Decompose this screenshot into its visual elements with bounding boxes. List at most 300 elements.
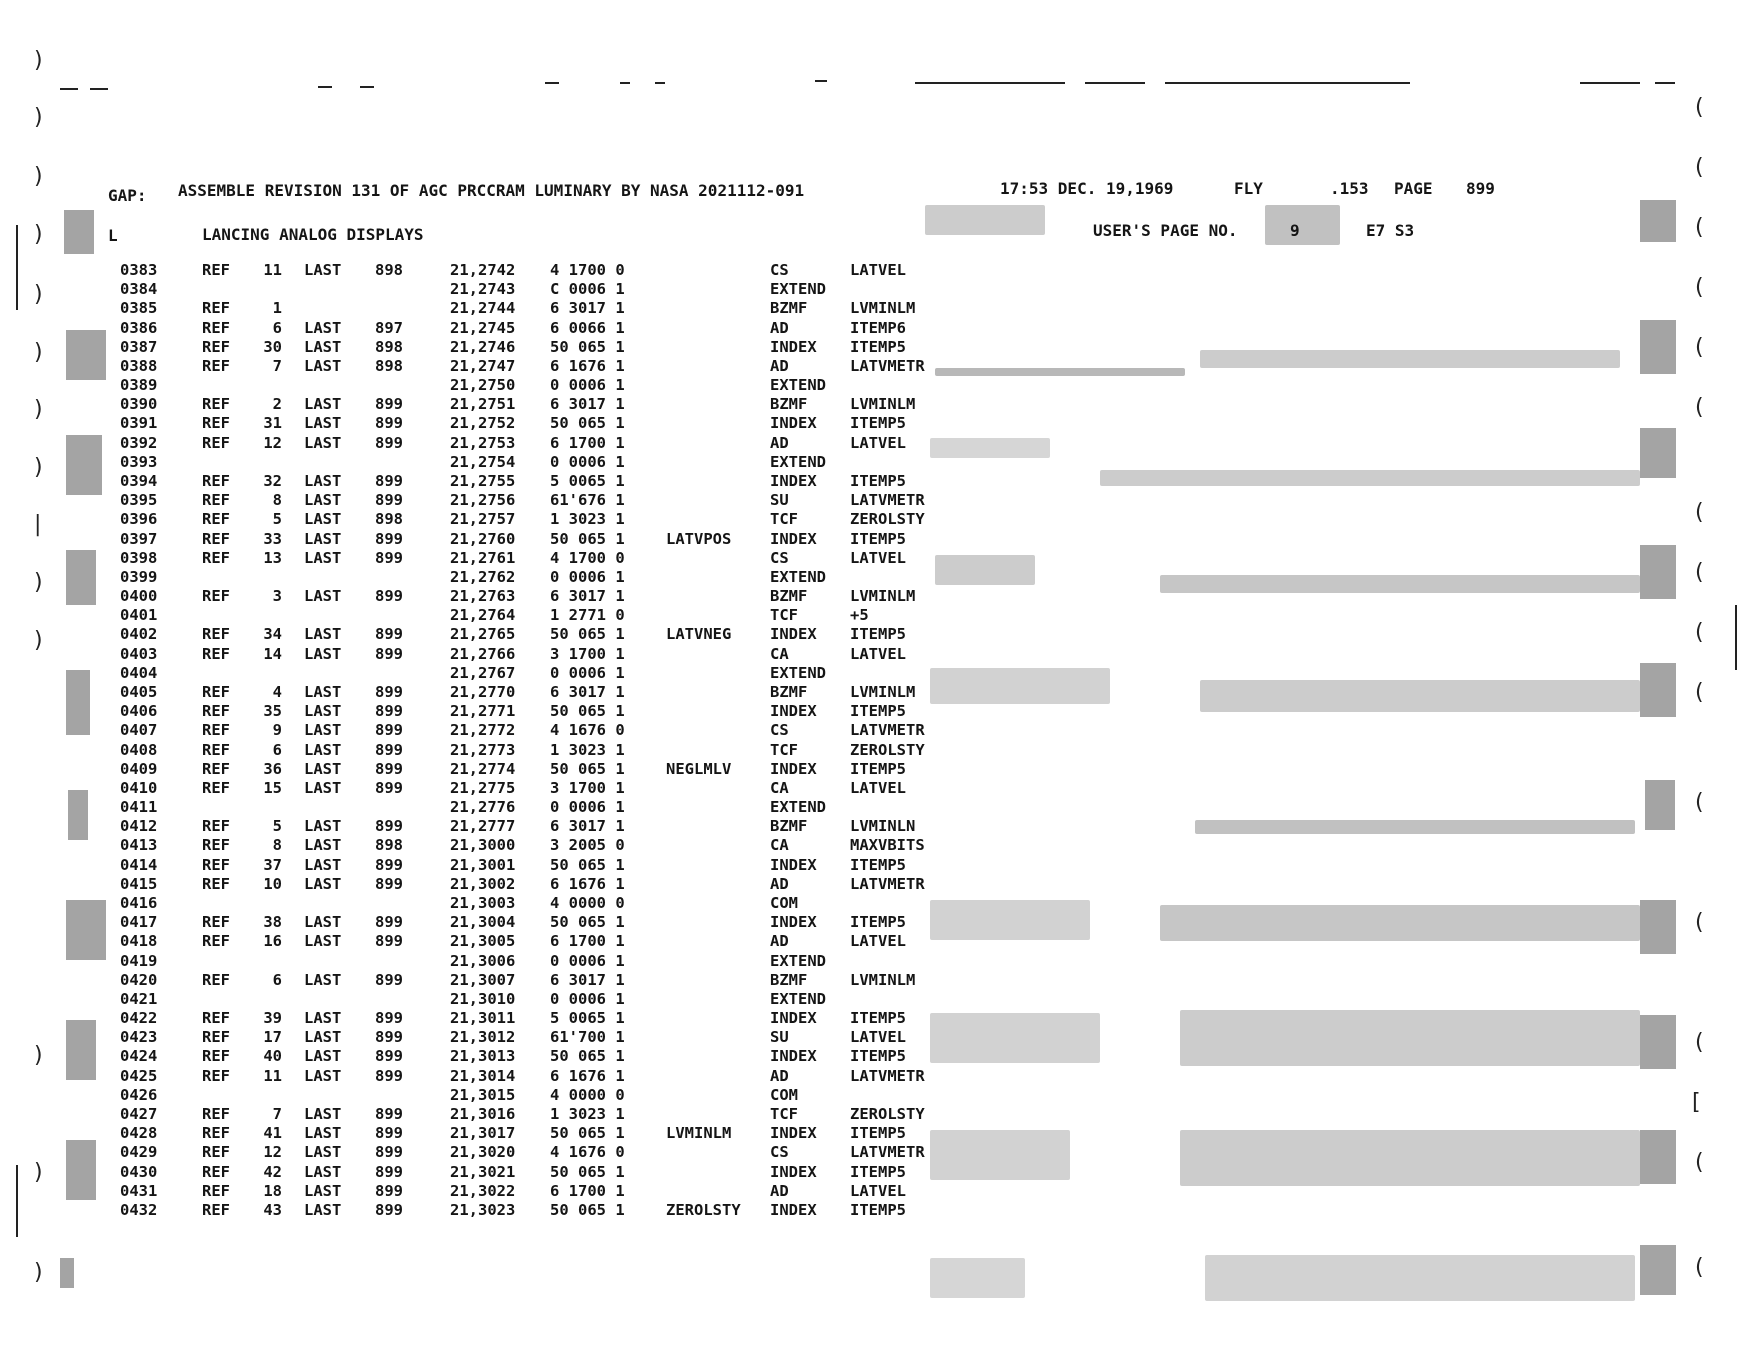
operand: ITEMP5 xyxy=(850,1124,906,1143)
opcode: AD xyxy=(770,1066,789,1085)
ref-count: 6 xyxy=(272,740,282,759)
operand: LVMINLM xyxy=(850,395,916,414)
address: 21,2761 xyxy=(450,548,516,567)
scan-smudge xyxy=(66,900,106,960)
machine-word: 4 0000 0 xyxy=(550,1085,625,1104)
operand: LATVMETR xyxy=(850,356,925,375)
opcode: EXTEND xyxy=(770,280,826,299)
machine-word: 0 0006 1 xyxy=(550,951,625,970)
last-page: 899 xyxy=(375,433,403,452)
scan-smudge xyxy=(1200,680,1640,712)
address: 21,2763 xyxy=(450,587,516,606)
scan-smudge xyxy=(1640,545,1676,599)
last-page: 899 xyxy=(375,529,403,548)
opcode: CS xyxy=(770,548,789,567)
address: 21,2744 xyxy=(450,299,516,318)
margin-mark: ( xyxy=(1695,155,1704,180)
operand: LATVEL xyxy=(850,261,906,279)
scan-smudge xyxy=(1100,470,1640,486)
last-page: 899 xyxy=(375,1047,403,1066)
opcode: BZMF xyxy=(770,817,808,836)
opcode: AD xyxy=(770,874,789,893)
line-number: 0405 xyxy=(120,683,158,701)
scan-smudge xyxy=(935,555,1035,585)
line-number: 0410 xyxy=(120,778,158,797)
machine-word: 50 065 1 xyxy=(550,1200,625,1219)
line-number: 0423 xyxy=(120,1028,158,1047)
operand: LATVMETR xyxy=(850,874,925,893)
symbol-label: NEGLMLV xyxy=(666,759,732,778)
opcode: CS xyxy=(770,721,789,740)
header-flag: FLY xyxy=(1234,179,1263,198)
margin-mark: ) xyxy=(34,1043,43,1068)
last-page: 899 xyxy=(375,970,403,989)
print-dash xyxy=(815,80,827,82)
last-page: 899 xyxy=(375,778,403,797)
ref-keyword: REF xyxy=(202,587,230,606)
opcode: EXTEND xyxy=(770,798,826,816)
opcode: AD xyxy=(770,433,789,452)
scan-smudge xyxy=(1640,1130,1676,1184)
header-title: ASSEMBLE REVISION 131 OF AGC PRCCRAM LUMINARY BY NASA 2021112-091 xyxy=(178,181,805,200)
ref-keyword: REF xyxy=(202,836,230,855)
machine-word: 6 1700 1 xyxy=(550,1181,625,1200)
ref-count: 31 xyxy=(263,414,282,433)
opcode: INDEX xyxy=(770,529,817,548)
line-number: 0394 xyxy=(120,472,158,490)
line-number: 0387 xyxy=(120,337,158,356)
machine-word: 3 1700 1 xyxy=(550,778,625,797)
line-number: 0429 xyxy=(120,1143,158,1162)
margin-mark: [ xyxy=(1692,1090,1701,1115)
last-keyword: LAST xyxy=(304,1181,342,1200)
last-keyword: LAST xyxy=(304,548,342,567)
machine-word: 6 1676 1 xyxy=(550,1066,625,1085)
ref-keyword: REF xyxy=(202,491,230,510)
ref-count: 7 xyxy=(272,1104,282,1123)
last-keyword: LAST xyxy=(304,721,342,740)
scan-smudge xyxy=(1640,428,1676,478)
opcode: CS xyxy=(770,261,789,279)
margin-mark: ) xyxy=(34,455,43,480)
last-keyword: LAST xyxy=(304,1047,342,1066)
line-number: 0431 xyxy=(120,1181,158,1200)
machine-word: 1 3023 1 xyxy=(550,510,625,529)
operand: ITEMP5 xyxy=(850,913,906,932)
machine-word: 0 0006 1 xyxy=(550,567,625,586)
scan-smudge xyxy=(66,330,106,380)
address: 21,2753 xyxy=(450,433,516,452)
machine-word: 0 0006 1 xyxy=(550,989,625,1008)
ref-keyword: REF xyxy=(202,1143,230,1162)
last-page: 899 xyxy=(375,1009,403,1027)
address: 21,3015 xyxy=(450,1085,516,1104)
machine-word: 50 065 1 xyxy=(550,1162,625,1181)
line-number: 0424 xyxy=(120,1047,158,1066)
machine-word: 6 3017 1 xyxy=(550,395,625,414)
margin-mark: | xyxy=(34,512,42,537)
ref-keyword: REF xyxy=(202,874,230,893)
last-keyword: LAST xyxy=(304,337,342,356)
print-dash xyxy=(1165,82,1410,84)
machine-word: 50 065 1 xyxy=(550,337,625,356)
opcode: CA xyxy=(770,644,789,663)
address: 21,2770 xyxy=(450,683,516,701)
opcode: EXTEND xyxy=(770,452,826,471)
last-keyword: LAST xyxy=(304,1124,342,1143)
ref-keyword: REF xyxy=(202,817,230,836)
line-number: 0413 xyxy=(120,836,158,855)
scan-smudge xyxy=(66,670,90,735)
line-number: 0386 xyxy=(120,318,158,337)
line-number: 0389 xyxy=(120,376,158,395)
opcode: COM xyxy=(770,893,798,912)
last-keyword: LAST xyxy=(304,1162,342,1181)
line-number: 0409 xyxy=(120,759,158,778)
address: 21,3002 xyxy=(450,874,516,893)
margin-mark: ) xyxy=(34,1260,43,1285)
opcode: BZMF xyxy=(770,683,808,701)
operand: LVMINLM xyxy=(850,587,916,606)
ref-count: 32 xyxy=(263,472,282,490)
ref-keyword: REF xyxy=(202,932,230,951)
margin-mark: ( xyxy=(1695,1030,1704,1055)
last-page: 897 xyxy=(375,318,403,337)
address: 21,3016 xyxy=(450,1104,516,1123)
address: 21,3023 xyxy=(450,1200,516,1219)
line-number: 0391 xyxy=(120,414,158,433)
last-page: 899 xyxy=(375,855,403,874)
scan-smudge xyxy=(1640,320,1676,374)
address: 21,2773 xyxy=(450,740,516,759)
ref-keyword: REF xyxy=(202,759,230,778)
line-number: 0400 xyxy=(120,587,158,606)
machine-word: 6 3017 1 xyxy=(550,587,625,606)
line-number: 0420 xyxy=(120,970,158,989)
users-page-number: 9 xyxy=(1290,221,1300,240)
ref-keyword: REF xyxy=(202,1009,230,1027)
line-number: 0422 xyxy=(120,1009,158,1027)
print-dash xyxy=(318,86,332,88)
machine-word: 3 2005 0 xyxy=(550,836,625,855)
last-page: 899 xyxy=(375,702,403,721)
address: 21,3000 xyxy=(450,836,516,855)
margin-mark: ( xyxy=(1695,560,1704,585)
line-number: 0412 xyxy=(120,817,158,836)
machine-word: 61'676 1 xyxy=(550,491,625,510)
margin-mark: ( xyxy=(1695,1255,1704,1280)
machine-word: 50 065 1 xyxy=(550,759,625,778)
scan-smudge xyxy=(1265,205,1340,245)
last-page: 899 xyxy=(375,1181,403,1200)
operand: MAXVBITS xyxy=(850,836,925,855)
last-page: 899 xyxy=(375,472,403,490)
address: 21,2760 xyxy=(450,529,516,548)
machine-word: 50 065 1 xyxy=(550,1124,625,1143)
ref-count: 39 xyxy=(263,1009,282,1027)
opcode: BZMF xyxy=(770,299,808,318)
last-keyword: LAST xyxy=(304,683,342,701)
machine-word: 1 3023 1 xyxy=(550,1104,625,1123)
address: 21,2767 xyxy=(450,663,516,682)
address: 21,2757 xyxy=(450,510,516,529)
machine-word: 6 1676 1 xyxy=(550,356,625,375)
last-page: 899 xyxy=(375,817,403,836)
header-prefix: GAP: xyxy=(108,186,147,205)
machine-word: 0 0006 1 xyxy=(550,798,625,816)
print-dash xyxy=(655,82,665,84)
last-page: 899 xyxy=(375,414,403,433)
machine-word: 6 3017 1 xyxy=(550,817,625,836)
line-number: 0402 xyxy=(120,625,158,644)
last-keyword: LAST xyxy=(304,587,342,606)
scan-smudge xyxy=(1180,1130,1640,1186)
operand: ITEMP5 xyxy=(850,702,906,721)
margin-rule xyxy=(16,1165,18,1237)
ref-keyword: REF xyxy=(202,261,230,279)
line-number: 0404 xyxy=(120,663,158,682)
last-keyword: LAST xyxy=(304,261,342,279)
machine-word: 50 065 1 xyxy=(550,702,625,721)
opcode: CA xyxy=(770,836,789,855)
last-keyword: LAST xyxy=(304,874,342,893)
machine-word: 4 0000 0 xyxy=(550,893,625,912)
last-keyword: LAST xyxy=(304,491,342,510)
machine-word: 4 1676 0 xyxy=(550,721,625,740)
line-number: 0421 xyxy=(120,989,158,1008)
scan-smudge xyxy=(1160,575,1640,593)
last-page: 899 xyxy=(375,874,403,893)
address: 21,2755 xyxy=(450,472,516,490)
machine-word: 6 3017 1 xyxy=(550,299,625,318)
line-number: 0414 xyxy=(120,855,158,874)
line-number: 0393 xyxy=(120,452,158,471)
last-page: 899 xyxy=(375,932,403,951)
machine-word: 50 065 1 xyxy=(550,913,625,932)
opcode: INDEX xyxy=(770,625,817,644)
print-dash xyxy=(60,88,78,90)
line-number: 0411 xyxy=(120,798,158,816)
ref-count: 13 xyxy=(263,548,282,567)
opcode: AD xyxy=(770,932,789,951)
ref-count: 33 xyxy=(263,529,282,548)
ref-count: 16 xyxy=(263,932,282,951)
last-keyword: LAST xyxy=(304,1143,342,1162)
last-page: 898 xyxy=(375,510,403,529)
scan-smudge xyxy=(930,668,1110,704)
address: 21,3006 xyxy=(450,951,516,970)
opcode: INDEX xyxy=(770,702,817,721)
line-number: 0395 xyxy=(120,491,158,510)
margin-mark: ) xyxy=(34,340,43,365)
opcode: INDEX xyxy=(770,472,817,490)
ref-count: 30 xyxy=(263,337,282,356)
ref-keyword: REF xyxy=(202,970,230,989)
machine-word: 6 1700 1 xyxy=(550,932,625,951)
operand: ITEMP5 xyxy=(850,472,906,490)
opcode: EXTEND xyxy=(770,663,826,682)
ref-keyword: REF xyxy=(202,1181,230,1200)
ref-keyword: REF xyxy=(202,356,230,375)
machine-word: 50 065 1 xyxy=(550,1047,625,1066)
last-page: 898 xyxy=(375,261,403,279)
line-number: 0406 xyxy=(120,702,158,721)
ref-keyword: REF xyxy=(202,625,230,644)
ref-keyword: REF xyxy=(202,1028,230,1047)
opcode: COM xyxy=(770,1085,798,1104)
scan-smudge xyxy=(1640,900,1676,954)
operand: ZEROLSTY xyxy=(850,1104,925,1123)
symbol-label: LATVNEG xyxy=(666,625,732,644)
margin-mark: ) xyxy=(34,1160,43,1185)
margin-mark: ) xyxy=(34,282,43,307)
last-keyword: LAST xyxy=(304,932,342,951)
address: 21,2771 xyxy=(450,702,516,721)
print-dash xyxy=(620,82,630,84)
header-number: .153 xyxy=(1330,179,1369,198)
machine-word: 1 2771 0 xyxy=(550,606,625,625)
scan-smudge xyxy=(1180,1010,1640,1066)
machine-word: 4 1700 0 xyxy=(550,548,625,567)
line-number: 0390 xyxy=(120,395,158,414)
ref-count: 14 xyxy=(263,644,282,663)
margin-mark: ( xyxy=(1695,910,1704,935)
address: 21,3021 xyxy=(450,1162,516,1181)
address: 21,2776 xyxy=(450,798,516,816)
address: 21,2777 xyxy=(450,817,516,836)
address: 21,3005 xyxy=(450,932,516,951)
ref-keyword: REF xyxy=(202,913,230,932)
line-number: 0407 xyxy=(120,721,158,740)
ref-keyword: REF xyxy=(202,337,230,356)
last-page: 898 xyxy=(375,356,403,375)
print-dash xyxy=(1085,82,1145,84)
scan-smudge xyxy=(930,1130,1070,1180)
opcode: EXTEND xyxy=(770,989,826,1008)
last-keyword: LAST xyxy=(304,414,342,433)
line-number: 0408 xyxy=(120,740,158,759)
operand: ITEMP5 xyxy=(850,1009,906,1027)
last-keyword: LAST xyxy=(304,778,342,797)
ref-keyword: REF xyxy=(202,433,230,452)
last-keyword: LAST xyxy=(304,395,342,414)
line-number: 0418 xyxy=(120,932,158,951)
line-number: 0397 xyxy=(120,529,158,548)
margin-mark: ( xyxy=(1695,335,1704,360)
operand: LATVMETR xyxy=(850,721,925,740)
ref-count: 6 xyxy=(272,318,282,337)
operand: +5 xyxy=(850,606,869,625)
address: 21,2754 xyxy=(450,452,516,471)
address: 21,2747 xyxy=(450,356,516,375)
scan-smudge xyxy=(1640,663,1676,717)
last-keyword: LAST xyxy=(304,1028,342,1047)
margin-mark: ( xyxy=(1695,790,1704,815)
opcode: INDEX xyxy=(770,855,817,874)
ref-keyword: REF xyxy=(202,644,230,663)
ref-keyword: REF xyxy=(202,778,230,797)
last-keyword: LAST xyxy=(304,1009,342,1027)
operand: ITEMP5 xyxy=(850,1200,906,1219)
print-dash xyxy=(915,82,1065,84)
ref-count: 38 xyxy=(263,913,282,932)
opcode: CA xyxy=(770,778,789,797)
last-page: 899 xyxy=(375,395,403,414)
margin-rule xyxy=(1735,605,1737,670)
machine-word: 61'700 1 xyxy=(550,1028,625,1047)
scan-smudge xyxy=(66,1020,96,1080)
address: 21,3003 xyxy=(450,893,516,912)
last-keyword: LAST xyxy=(304,1200,342,1219)
ref-count: 9 xyxy=(272,721,282,740)
ref-keyword: REF xyxy=(202,510,230,529)
last-keyword: LAST xyxy=(304,913,342,932)
machine-word: 3 1700 1 xyxy=(550,644,625,663)
opcode: TCF xyxy=(770,1104,798,1123)
operand: ITEMP5 xyxy=(850,759,906,778)
ref-keyword: REF xyxy=(202,1047,230,1066)
address: 21,3013 xyxy=(450,1047,516,1066)
ref-count: 5 xyxy=(272,817,282,836)
address: 21,2762 xyxy=(450,567,516,586)
margin-mark: ( xyxy=(1695,680,1704,705)
last-page: 899 xyxy=(375,587,403,606)
machine-word: 50 065 1 xyxy=(550,625,625,644)
operand: LVMINLM xyxy=(850,970,916,989)
address: 21,3012 xyxy=(450,1028,516,1047)
ref-keyword: REF xyxy=(202,1124,230,1143)
machine-word: 6 1700 1 xyxy=(550,433,625,452)
last-keyword: LAST xyxy=(304,1104,342,1123)
line-number: 0417 xyxy=(120,913,158,932)
ref-count: 43 xyxy=(263,1200,282,1219)
last-page: 899 xyxy=(375,1104,403,1123)
margin-mark: ( xyxy=(1695,275,1704,300)
last-keyword: LAST xyxy=(304,644,342,663)
machine-word: 0 0006 1 xyxy=(550,376,625,395)
opcode: INDEX xyxy=(770,1200,817,1219)
address: 21,2742 xyxy=(450,261,516,279)
last-keyword: LAST xyxy=(304,472,342,490)
line-number: 0430 xyxy=(120,1162,158,1181)
ref-count: 12 xyxy=(263,433,282,452)
ref-count: 35 xyxy=(263,702,282,721)
address: 21,2765 xyxy=(450,625,516,644)
operand: ZEROLSTY xyxy=(850,510,925,529)
address: 21,2750 xyxy=(450,376,516,395)
scan-smudge xyxy=(930,438,1050,458)
scan-smudge xyxy=(66,550,96,605)
scan-smudge xyxy=(1640,1245,1676,1295)
last-page: 899 xyxy=(375,1066,403,1085)
address: 21,3001 xyxy=(450,855,516,874)
address: 21,2746 xyxy=(450,337,516,356)
opcode: BZMF xyxy=(770,587,808,606)
header-left-mark: L xyxy=(108,226,118,245)
scan-smudge xyxy=(1205,1255,1635,1301)
operand: LVMINLM xyxy=(850,299,916,318)
line-number: 0401 xyxy=(120,606,158,625)
last-keyword: LAST xyxy=(304,740,342,759)
margin-mark: ( xyxy=(1695,395,1704,420)
ref-count: 5 xyxy=(272,510,282,529)
operand: LATVEL xyxy=(850,1181,906,1200)
last-keyword: LAST xyxy=(304,356,342,375)
ref-keyword: REF xyxy=(202,318,230,337)
operand: ITEMP5 xyxy=(850,337,906,356)
address: 21,3011 xyxy=(450,1009,516,1027)
ref-keyword: REF xyxy=(202,721,230,740)
